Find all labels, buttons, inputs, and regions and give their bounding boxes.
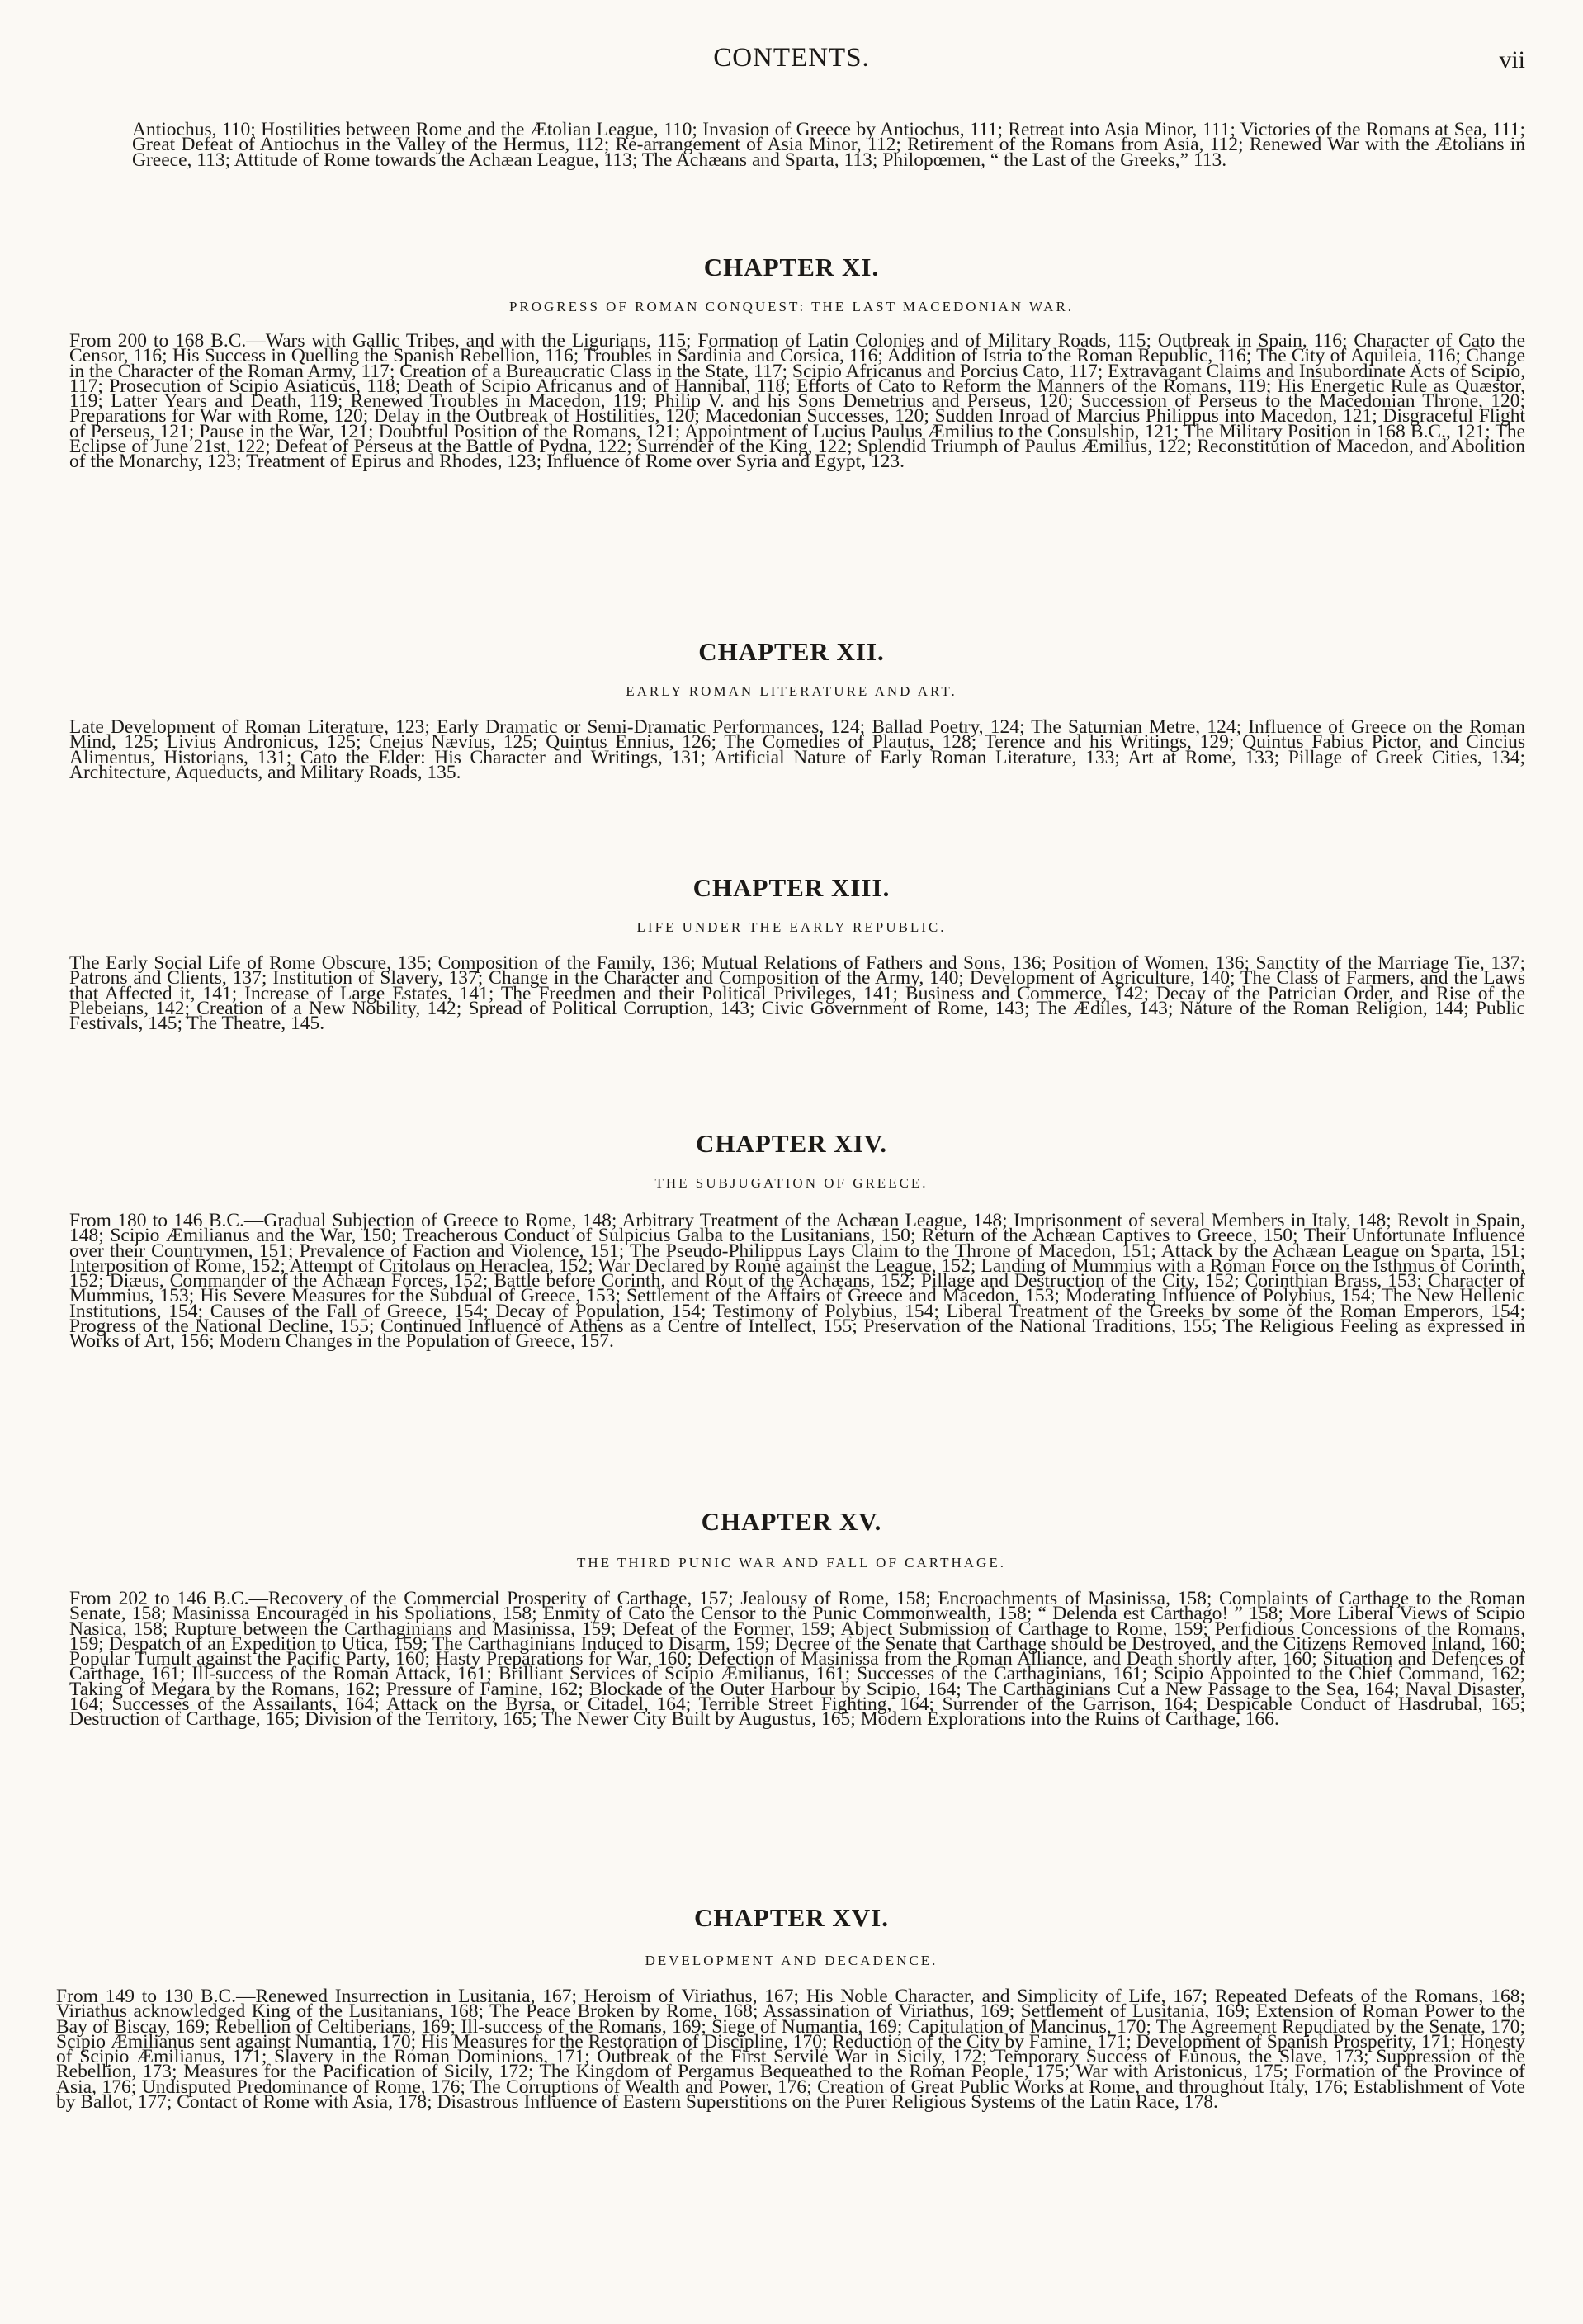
chapter-xiv-subtitle: THE SUBJUGATION OF GREECE. bbox=[654, 1175, 929, 1191]
chapter-xiii-subtitle: LIFE UNDER THE EARLY REPUBLIC. bbox=[636, 919, 947, 935]
chapter-xv-summary: From 202 to 146 B.C.—Recovery of the Commercial Prosperity of Carthage, 157; Jealousy of Rome, 158; Encroachments of Masinissa, 158; Complaints of Carthage to the Roman Senate, 158; Masinissa Encouraged in his Spoliations, 158; Enmity of Cato the Censor to the Punic Commonwealth, 158; “ Delenda est Carthago! ” 158; More Liberal Views of Scipio Nasica, 158; Rupture between the Carthaginians and Masinissa, 159; Defeat of the Former, 159; Abject Submission of Carthage to Rome, 159; Perfidious Concessions of the Romans, 159; Despatch of an Expedition to Utica, 159; The Carthaginians Induced to Disarm, 159; Decree of the Senate that Carthage should be Destroyed, and the Citizens Removed Inland, 160; Popular Tumult against the Pacific Party, 160; Hasty Preparations for War, 160; Defection of Masinissa from the Roman Alliance, and Death shortly after, 160; Situation and Defences of Carthage, 161; Ill-success of the Roman Attack, 161; Brilliant Services of Scipio Æmilianus, 161; Successes of the Carthaginians, 161; Scipio Appointed to the Chief Command, 162; Taking of Megara by the Romans, 162; Pressure of Famine, 162; Blockade of the Outer Harbour by Scipio, 164; The Carthaginians Cut a New Passage to the Sea, 164; Naval Disaster, 164; Successes of the Assailants, 164; Attack on the Byrsa, or Citadel, 164; Terrible Street Fighting, 164; Surrender of the Garrison, 164; Despicable Conduct of Hasdrubal, 165; Destruction of Carthage, 165; Division of the Territory, 165; The Newer City Built by Augustus, 165; Modern Explorations into the Ruins of Carthage, 166. bbox=[69, 1588, 1525, 1731]
chapter-xvi-summary: From 149 to 130 B.C.—Renewed Insurrection in Lusitania, 167; Heroism of Viriathus, 167; His Noble Character, and Simplicity of Life, 167; Repeated Defeats of the Romans, 168; Viriathus acknowledged King of the Lusitanians, 168; The Peace Broken by Rome, 168; Assassination of Viriathus, 169; Settlement of Lusitania, 169; Extension of Roman Power to the Bay of Biscay, 169; Rebellion of Celtiberians, 169; Ill-success of the Romans, 169; Siege of Numantia, 169; Capitulation of Mancinus, 170; The Agreement Repudiated by the Senate, 170; Scipio Æmilianus sent against Numantia, 170; His Measures for the Restoration of Discipline, 170; Reduction of the City by Famine, 171; Development of Spanish Prosperity, 171; Honesty of Scipio Æmilianus, 171; Slavery in the Roman Dominions, 171; Outbreak of the First Servile War in Sicily, 172; Temporary Success of Eunous, the Slave, 173; Suppression of the Rebellion, 173; Measures for the Pacification of Sicily, 172; The Kingdom of Pergamus Bequeathed to the Roman People, 175; War with Aristonicus, 175; Formation of the Province of Asia, 176; Undisputed Predominance of Rome, 176; The Corruptions of Wealth and Power, 176; Creation of Great Public Works at Rome, and throughout Italy, 176; Establishment of Vote by Ballot, 177; Contact of Rome with Asia, 178; Disastrous Influence of Eastern Superstitions on the Purer Religious Systems of the Latin Race, 178. bbox=[56, 1986, 1525, 2114]
chapter-xv-subtitle: THE THIRD PUNIC WAR AND FALL OF CARTHAGE. bbox=[577, 1555, 1006, 1571]
chapter-xvi-title: CHAPTER XVI. bbox=[694, 1903, 889, 1932]
chapter-xiv-title: CHAPTER XIV. bbox=[696, 1129, 887, 1158]
chapter-xv-title: CHAPTER XV. bbox=[701, 1507, 882, 1536]
chapter-xvi-subtitle: DEVELOPMENT AND DECADENCE. bbox=[645, 1953, 938, 1968]
chapter-xi-subtitle: PROGRESS OF ROMAN CONQUEST: THE LAST MACEDONIAN WAR. bbox=[508, 299, 1075, 314]
running-head: CONTENTS. bbox=[713, 43, 870, 73]
chapter-xii-title: CHAPTER XII. bbox=[698, 637, 885, 666]
chapter-xi-title: CHAPTER XI. bbox=[703, 253, 880, 281]
page-number: vii bbox=[1499, 46, 1525, 73]
chapter-xi-summary: From 200 to 168 B.C.—Wars with Gallic Tribes, and with the Ligurians, 115; Formation of Latin Colonies and of Military Roads, 115; Outbreak in Spain, 116; Character of Cato the Censor, 116; His Success in Quelling the Spanish Rebellion, 116; Troubles in Sardinia and Corsica, 116; Addition of Istria to the Roman Republic, 116; The City of Aquileia, 116; Change in the Character of the Roman Army, 117; Creation of a Bureaucratic Class in the State, 117; Scipio Africanus and Porcius Cato, 117; Extravagant Claims and Insubordinate Acts of Scipio, 117; Prosecution of Scipio Asiaticus, 118; Death of Scipio Africanus and of Hannibal, 118; Efforts of Cato to Reform the Manners of the Romans, 119; His Energetic Rule as Quæstor, 119; Latter Years and Death, 119; Renewed Troubles in Macedon, 119; Philip V. and his Sons Demetrius and Perseus, 120; Succession of Perseus to the Macedonian Throne, 120; Preparations for War with Rome, 120; Delay in the Outbreak of Hostilities, 120; Macedonian Successes, 120; Sudden Inroad of Marcius Philippus into Macedon, 121; Disgraceful Flight of Perseus, 121; Pause in the War, 121; Doubtful Position of the Romans, 121; Appointment of Lucius Paulus Æmilius to the Consulship, 121; The Military Position in 168 B.C., 121; The Eclipse of June 21st, 122; Defeat of Perseus at the Battle of Pydna, 122; Surrender of the King, 122; Splendid Triumph of Paulus Æmilius, 122; Reconstitution of Macedon, and Abolition of the Monarchy, 123; Treatment of Epirus and Rhodes, 123; Influence of Rome over Syria and Egypt, 123. bbox=[69, 330, 1525, 473]
chapter-xiii-summary: The Early Social Life of Rome Obscure, 135; Composition of the Family, 136; Mutual Relations of Fathers and Sons, 136; Position of Women, 136; Sanctity of the Marriage Tie, 137; Patrons and Clients, 137; Institution of Slavery, 137; Change in the Character and Composition of the Army, 140; Development of Agriculture, 140; The Class of Farmers, and the Laws that Affected it, 141; Increase of Large Estates, 141; The Freedmen and their Political Privileges, 141; Business and Commerce, 142; Decay of the Patrician Order, and Rise of the Plebeians, 142; Creation of a New Nobility, 142; Spread of Political Corruption, 143; Civic Government of Rome, 143; The Ædiles, 143; Nature of the Roman Religion, 144; Public Festivals, 145; The Theatre, 145. bbox=[69, 952, 1525, 1035]
chapter-xii-summary: Late Development of Roman Literature, 123; Early Dramatic or Semi-Dramatic Performances, 124; Ballad Poetry, 124; The Saturnian Metre, 124; Influence of Greece on the Roman Mind, 125; Livius Andronicus, 125; Cneius Nævius, 125; Quintus Ennius, 126; The Comedies of Plautus, 128; Terence and his Writings, 129; Quintus Fabius Pictor, and Cincius Alimentus, Historians, 131; Cato the Elder: His Character and Writings, 131; Artificial Nature of Early Roman Literature, 133; Art at Rome, 133; Pillage of Greek Cities, 134; Architecture, Aqueducts, and Military Roads, 135. bbox=[69, 716, 1525, 783]
continuation-paragraph: Antiochus, 110; Hostilities between Rome and the Ætolian League, 110; Invasion of Greece by Antiochus, 111; Retreat into Asia Minor, 111; Victories of the Romans at Sea, 111; Great Defeat of Antiochus in the Valley of the Hermus, 112; Re-arrangement of Asia Minor, 112; Retirement of the Romans from Asia, 112; Renewed War with the Ætolians in Greece, 113; Attitude of Rome towards the Achæan League, 113; The Achæans and Sparta, 113; Philopœmen, “ the Last of the Greeks,” 113. bbox=[132, 119, 1525, 171]
chapter-xii-subtitle: EARLY ROMAN LITERATURE AND ART. bbox=[626, 683, 957, 699]
chapter-xiii-title: CHAPTER XIII. bbox=[692, 873, 891, 902]
chapter-xiv-summary: From 180 to 146 B.C.—Gradual Subjection of Greece to Rome, 148; Arbitrary Treatment of the Achæan League, 148; Imprisonment of several Members in Italy, 148; Revolt in Spain, 148; Scipio Æmilianus and the War, 150; Treacherous Conduct of Sulpicius Galba to the Lusitanians, 150; Return of the Achæan Captives to Greece, 150; Their Unfortunate Influence over their Countrymen, 151; Prevalence of Faction and Violence, 151; The Pseudo-Philippus Lays Claim to the Throne of Macedon, 151; Attack by the Achæan League on Sparta, 151; Interposition of Rome, 152; Attempt of Critolaus on Heraclea, 152; War Declared by Rome against the League, 152; Landing of Mummius with a Roman Force on the Isthmus of Corinth, 152; Diæus, Commander of the Achæan Forces, 152; Battle before Corinth, and Rout of the Achæans, 152; Pillage and Destruction of the City, 152; Corinthian Brass, 153; Character of Mummius, 153; His Severe Measures for the Subdual of Greece, 153; Settlement of the Affairs of Greece and Macedon, 153; Moderating Influence of Polybius, 154; The New Hellenic Institutions, 154; Causes of the Fall of Greece, 154; Decay of Population, 154; Testimony of Polybius, 154; Liberal Treatment of the Greeks by some of the Roman Emperors, 154; Progress of the National Decline, 155; Continued Influence of Athens as a Centre of Intellect, 155; Preservation of the National Traditions, 155; The Religious Feeling as expressed in Works of Art, 156; Modern Changes in the Population of Greece, 157. bbox=[69, 1210, 1525, 1353]
